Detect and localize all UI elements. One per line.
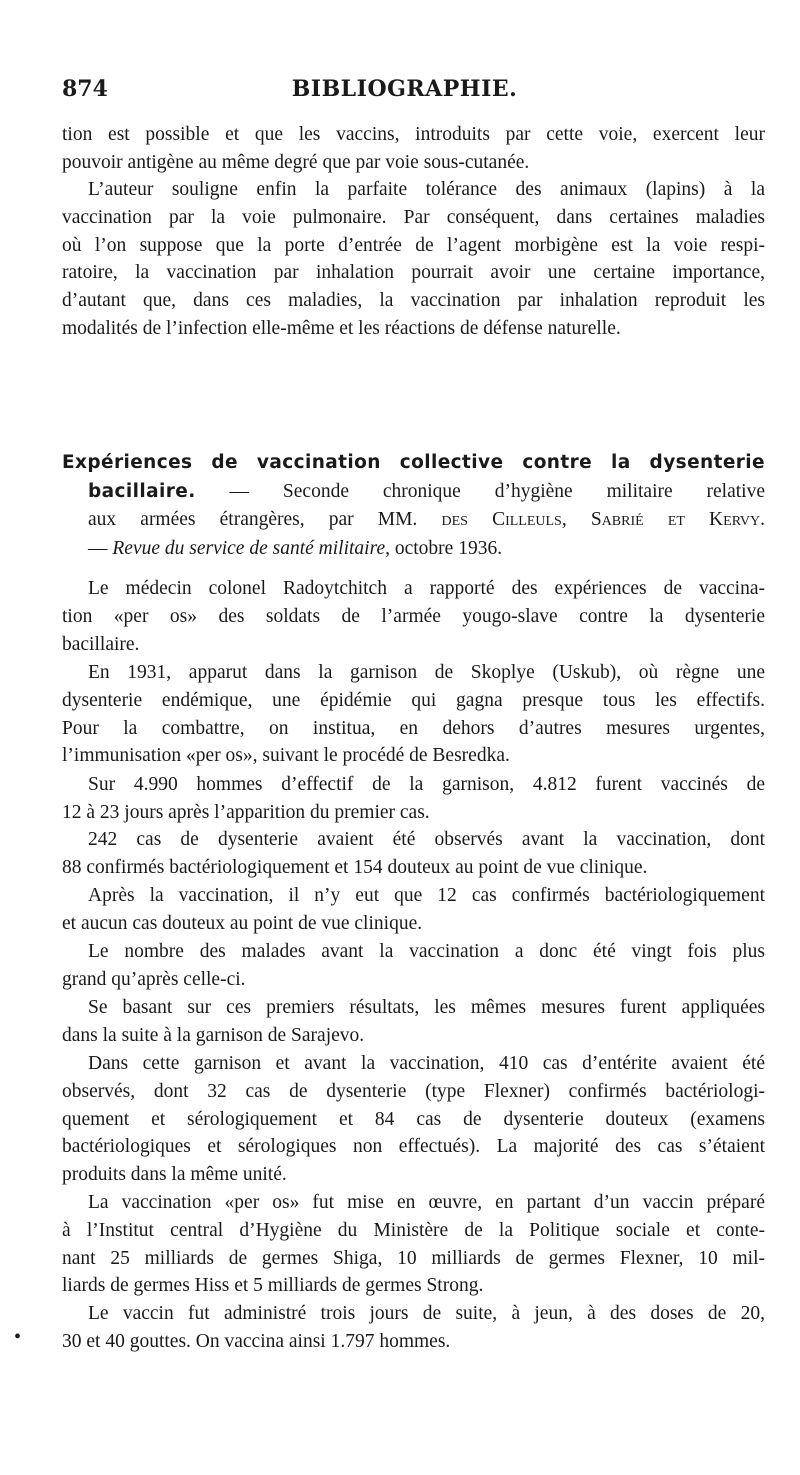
text-line: liards de germes Hiss et 5 milliards de germes Strong. <box>62 1275 484 1297</box>
text-line: 30 et 40 gouttes. On vaccina ainsi 1.797 hommes. <box>62 1330 451 1352</box>
text-line: 242 cas de dysenterie avaient été observés avant la vaccination, dont <box>88 829 765 850</box>
text-line: où l’on suppose que la porte d’entrée de l’agent morbigène est la voie respi- <box>62 234 765 256</box>
text-line: Pour la combattre, on institua, en dehors d’autres mesures urgentes, <box>62 717 765 739</box>
margin-bullet-mark: • <box>14 1326 22 1348</box>
body-paragraph-6 <box>62 938 765 994</box>
article-citation <box>62 449 765 563</box>
text-line: dans la suite à la garnison de Sarajevo. <box>62 1024 365 1046</box>
citation-text: aux armées étrangères, par MM. <box>88 509 442 530</box>
text-line: observés, dont 32 cas de dysenterie (type Flexner) confirmés bactériologi- <box>62 1080 765 1102</box>
body-paragraph-10 <box>62 1300 765 1356</box>
article-title-end: bacillaire. <box>88 480 196 502</box>
text-line: quement et sérologiquement et 84 cas de dysenterie douteux (examens <box>62 1108 765 1130</box>
text-line: Le nombre des malades avant la vaccination a donc été vingt fois plus <box>88 941 765 962</box>
text-line: l’immunisation «per os», suivant le procédé de Besredka. <box>62 745 510 767</box>
body-paragraph-8 <box>62 1050 765 1189</box>
text-line: En 1931, apparut dans la garnison de Skoplye (Uskub), où règne une <box>88 662 765 683</box>
text-line: à l’Institut central d’Hygiène du Ministère de la Politique sociale et conte- <box>62 1219 765 1241</box>
body-paragraph-2 <box>62 659 765 770</box>
text-line: et aucun cas douteux au point de vue clinique. <box>62 912 423 934</box>
text-line: grand qu’après celle-ci. <box>62 968 246 990</box>
journal-name: Revue du service de santé militaire, <box>112 537 390 559</box>
text-line: d’autant que, dans ces maladies, la vaccination par inhalation reproduit les <box>62 290 765 312</box>
text-line: tion est possible et que les vaccins, introduits par cette voie, exercent leur <box>62 124 765 145</box>
text-line: tion «per os» des soldats de l’armée yougo-slave contre la dysenterie <box>62 605 765 627</box>
intro-paragraph-2 <box>62 176 765 343</box>
text-line: ratoire, la vaccination par inhalation pourrait avoir une certaine importance, <box>62 262 765 284</box>
text-line: La vaccination «per os» fut mise en œuvre, en partant d’un vaccin préparé <box>88 1192 765 1213</box>
text-line: nant 25 milliards de germes Shiga, 10 milliards de germes Flexner, 10 mil- <box>62 1247 765 1269</box>
citation-dash: — <box>88 537 113 559</box>
body-paragraph-5 <box>62 882 765 938</box>
text-line: bacillaire. <box>62 633 140 655</box>
citation-line-3 <box>62 506 765 535</box>
citation-line-4 <box>62 535 765 564</box>
body-paragraph-9 <box>62 1189 765 1300</box>
text-line: 12 à 23 jours après l’apparition du premier cas. <box>62 801 430 823</box>
body-paragraph-7 <box>62 994 765 1050</box>
text-line: 88 confirmés bactériologiquement et 154 douteux au point de vue clinique. <box>62 856 648 878</box>
text-line: Se basant sur ces premiers résultats, les mêmes mesures furent appliquées <box>88 997 765 1018</box>
body-paragraph-1 <box>62 575 765 658</box>
citation-description: — Seconde chronique d’hygiène militaire relative <box>195 480 765 502</box>
article-title: Expériences de vaccination collective contre la dysenterie <box>62 452 765 473</box>
text-line: modalités de l’infection elle-même et les réactions de défense naturelle. <box>62 317 621 339</box>
text-line: pouvoir antigène au même degré que par voie sous-cutanée. <box>62 151 530 173</box>
text-line: dysenterie endémique, une épidémie qui gagna presque tous les effectifs. <box>62 689 765 711</box>
intro-paragraph-1 <box>62 121 765 177</box>
text-line: produits dans la même unité. <box>62 1164 287 1186</box>
body-paragraph-4 <box>62 826 765 882</box>
text-line: Après la vaccination, il n’y eut que 12 cas confirmés bactériologiquement <box>88 885 765 906</box>
text-line: Le vaccin fut administré trois jours de suite, à jeun, à des doses de 20, <box>88 1303 765 1324</box>
citation-line-2 <box>62 478 765 507</box>
text-line: Le médecin colonel Radoytchitch a rapporté des expériences de vaccina- <box>88 578 765 599</box>
body-paragraph-3 <box>62 771 765 827</box>
text-line: bactériologiques et sérologiques non effectués). La majorité des cas s’étaient <box>62 1136 765 1158</box>
text-line: vaccination par la voie pulmonaire. Par conséquent, dans certaines maladies <box>62 206 765 228</box>
running-head: BIBLIOGRAPHIE. <box>291 76 518 102</box>
text-line: Sur 4.990 hommes d’effectif de la garnison, 4.812 furent vaccinés de <box>88 774 765 795</box>
page-header <box>62 76 747 110</box>
page-number: 874 <box>62 76 108 102</box>
text-line: Dans cette garnison et avant la vaccination, 410 cas d’entérite avaient été <box>88 1053 765 1074</box>
text-line: L’auteur souligne enfin la parfaite tolérance des animaux (lapins) à la <box>88 179 765 200</box>
citation-authors: des Cilleuls, Sabrié et Kervy. <box>441 509 766 530</box>
publication-date: octobre 1936. <box>389 537 503 559</box>
